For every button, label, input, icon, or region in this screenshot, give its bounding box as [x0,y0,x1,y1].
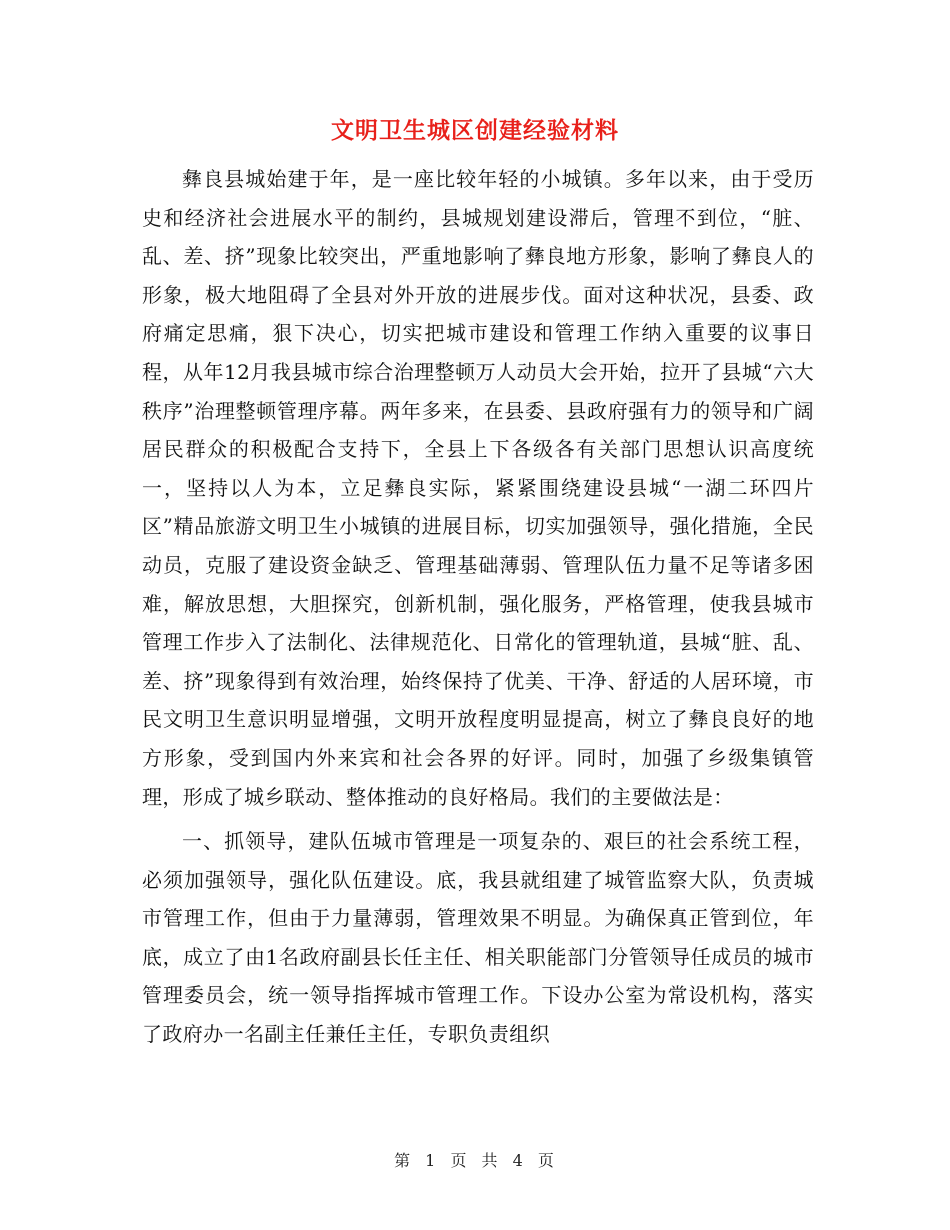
paragraph-section-one: 一、抓领导，建队伍城市管理是一项复杂的、艰巨的社会系统工程，必须加强领导，强化队伍建设。底，我县就组建了城管监察大队，负责城市管理工作，但由于力量薄弱，管理效果不明显。为确保真正管到位，年底，成立了由1名政府副县长任主任、相关职能部门分管领导任成员的城市管理委员会，统一领导指挥城市管理工作。下设办公室为常设机构，落实了政府办一名副主任兼任主任，专职负责组织 [142,829,814,1047]
document-title: 文明卫生城区创建经验材料 [331,117,619,144]
document-body [142,160,814,1054]
page-number-footer: 第 1 页 共 4 页 [394,1151,556,1170]
paragraph-intro: 彝良县城始建于年，是一座比较年轻的小城镇。多年以来，由于受历史和经济社会进展水平的制约，县城规划建设滞后，管理不到位，“脏、乱、差、挤”现象比较突出，严重地影响了彝良地方形象，影响了彝良人的形象，极大地阻碍了全县对外开放的进展步伐。面对这种状况，县委、政府痛定思痛，狠下决心，切实把城市建设和管理工作纳入重要的议事日程，从年12月我县城市综合治理整顿万人动员大会开始，拉开了县城“六大秩序”治理整顿管理序幕。两年多来，在县委、县政府强有力的领导和广阔居民群众的积极配合支持下，全县上下各级各有关部门思想认识高度统一，坚持以人为本，立足彝良实际，紧紧围绕建设县城“一湖二环四片区”精品旅游文明卫生小城镇的进展目标，切实加强领导，强化措施，全民动员，克服了建设资金缺乏、管理基础薄弱、管理队伍力量不足等诸多困难，解放思想，大胆探究，创新机制，强化服务，严格管理，使我县城市管理工作步入了法制化、法律规范化、日常化的管理轨道，县城“脏、乱、差、挤”现象得到有效治理，始终保持了优美、干净、舒适的人居环境，市民文明卫生意识明显增强，文明开放程度明显提高，树立了彝良良好的地方形象，受到国内外来宾和社会各界的好评。同时，加强了乡级集镇管理，形成了城乡联动、整体推动的良好格局。我们的主要做法是： [142,167,814,809]
